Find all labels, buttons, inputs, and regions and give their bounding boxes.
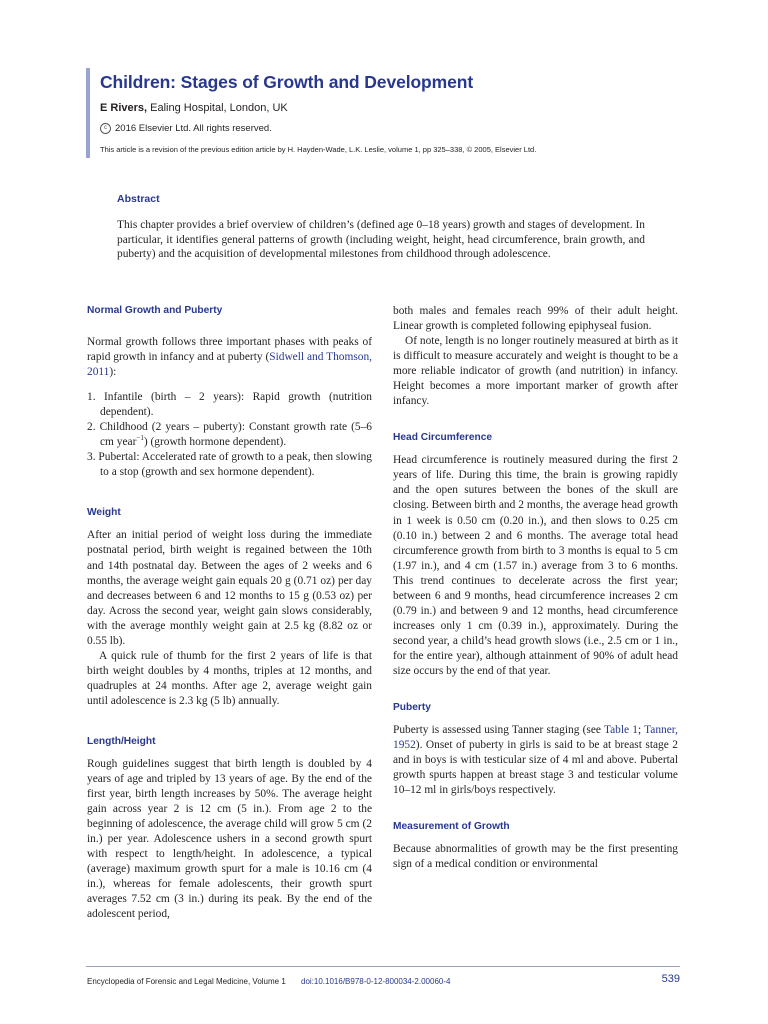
text-span: ; (637, 724, 645, 737)
paragraph: After an initial period of weight loss during the immediate postnatal period, birth weight is regained between the 10th and 14th postnatal day. Between the ages of 2 weeks and 6 months, the average weight gain equals 20 g (0.71 oz) per day and decreases between 6 and 12 months to 15 g (0.53 oz) per day. Across the second year, weight gain slows considerably, with the average monthly weight gain at 2.5 kg (8.82 oz or 0.55 lb). (87, 529, 372, 647)
right-column (393, 304, 678, 872)
revision-note: This article is a revision of the previous edition article by H. Hayden-Wade, L.K. Leslie, volume 1, pp 325–338, © 2005, Elsevier Ltd. (100, 145, 537, 154)
paragraph: Rough guidelines suggest that birth length is doubled by 4 years of age and tripled by 13 years of age. By the end of the first year, birth length increases by 50%. The average height gain across year 2 is 12 cm (5 in.). From age 2 to the beginning of adolescence, the average child will grow 5 cm (2 in.) per year. Adolescence ushers in a second growth spurt with respect to length/height. In adolescence, a typical (average) maximum growth spurt for a male is 10.16 cm (4 in.), whereas for female adolescents, their growth spurt averages 7.52 cm (3 in.) during its peak. By the end of the adolescent period, (87, 757, 372, 921)
copyright-icon: c (100, 123, 111, 134)
section-heading-normal-growth: Normal Growth and Puberty (87, 305, 223, 316)
superscript: −1 (136, 434, 144, 443)
footer-doi-link[interactable]: doi:10.1016/B978-0-12-800034-2.00060-4 (301, 977, 451, 986)
page-number: 539 (661, 973, 680, 985)
section-heading-head-circumference: Head Circumference (393, 432, 493, 444)
citation-link-sidwell[interactable]: Sidwell and Thomson, 2011 (87, 351, 372, 379)
abstract-text: This chapter provides a brief overview of children’s (defined age 0–18 years) growth and stages of development. In particular, it identifies general patterns of growth (including weight, height, head circumference, brain growth, and puberty) and the acquisition of developmental milestones from childhood through adolescence. (117, 219, 645, 261)
paragraph: both males and females reach 99% of their adult height. Linear growth is completed following epiphyseal fusion. (393, 305, 678, 333)
article-title: Children: Stages of Growth and Development (100, 72, 474, 92)
page-footer (86, 966, 680, 997)
list-item: 1. Infantile (birth – 2 years): Rapid growth (nutrition dependent). (87, 391, 372, 419)
text-span: ) (growth hormone dependent). (143, 436, 287, 449)
list-item: 3. Pubertal: Accelerated rate of growth to a peak, then slowing to a stop (growth and sex hormone dependent). (87, 451, 372, 479)
abstract-heading: Abstract (117, 193, 160, 205)
author-name: E Rivers, (100, 102, 148, 114)
list-item (87, 420, 372, 450)
copyright-line (100, 123, 686, 134)
table-1-link[interactable]: Table 1 (603, 724, 638, 737)
paragraph: Head circumference is routinely measured during the first 2 years of life. During this time, the brain is growing rapidly and the open sutures between the bones of the skull are closing. Between birth and 2 months, the average head growth in 1 week is 0.50 cm (0.20 in.), and then slows to 0.25 cm (0.10 in.) between 2 and 6 months. The average total head circumference growth from birth to 3 months is equal to 5 cm (1.97 in.), and 4 cm (1.57 in.) average from 3 to 6 months. This trend continues to decelerate across the first year; between 6 and 9 months, head circumference increases 2 cm (0.79 in.) and between 9 and 12 months, head circumference increases only 1 cm (0.39 in.), approximately. During the second year, a child’s head growth slows (i.e., 2.5 cm or 1 in., for the entire year), although attainment of 90% of adult head size occurs by the end of that year. (393, 454, 678, 677)
paragraph: Of note, length is no longer routinely measured at birth as it is difficult to measure accurately and weight is thought to be a more reliable indicator of growth (and nutrition) in infancy. Height becomes a more important marker of growth after infancy. (393, 335, 678, 408)
paragraph: Because abnormalities of growth may be the first presenting sign of a medical condition or environmental (393, 843, 678, 871)
author-affiliation: Ealing Hospital, London, UK (147, 102, 288, 114)
text-span: Puberty is assessed using Tanner staging (see (393, 724, 604, 737)
text-span: ): (109, 366, 117, 379)
paragraph (393, 723, 678, 798)
section-heading-weight: Weight (87, 507, 121, 519)
citation-link-tanner[interactable]: Tanner, 1952 (393, 724, 678, 752)
paragraph (87, 335, 372, 380)
text-span: Normal growth follows three important phases with peaks of rapid growth in infancy and at puberty ( (87, 336, 372, 364)
section-heading-measurement: Measurement of Growth (393, 821, 510, 833)
section-heading-length-height: Length/Height (87, 735, 156, 747)
copyright-text: 2016 Elsevier Ltd. All rights reserved. (115, 123, 272, 134)
text-span: 2. Childhood (2 years – puberty): Constant growth rate (5–6 cm year (87, 421, 372, 449)
section-heading-puberty: Puberty (393, 702, 431, 714)
growth-phases-list (87, 390, 372, 480)
left-column (87, 304, 372, 923)
paragraph: A quick rule of thumb for the first 2 years of life is that birth weight doubles by 4 months, triples at 12 months, and quadruples at 24 months. After age 2, average weight gain until adolescence is 2.3 kg (5 lb) annually. (87, 649, 372, 707)
footer-journal: Encyclopedia of Forensic and Legal Medicine, Volume 1 (87, 977, 286, 986)
article-header (86, 68, 686, 158)
text-span: ). Onset of puberty in girls is said to be at breast stage 2 and in boys is with testicular size of 4 ml and above. Pubertal growth spurts happen at breast stage 3 and testicular volume 10–12 ml in girls/boys respectively. (393, 739, 678, 797)
author-line (100, 102, 686, 114)
